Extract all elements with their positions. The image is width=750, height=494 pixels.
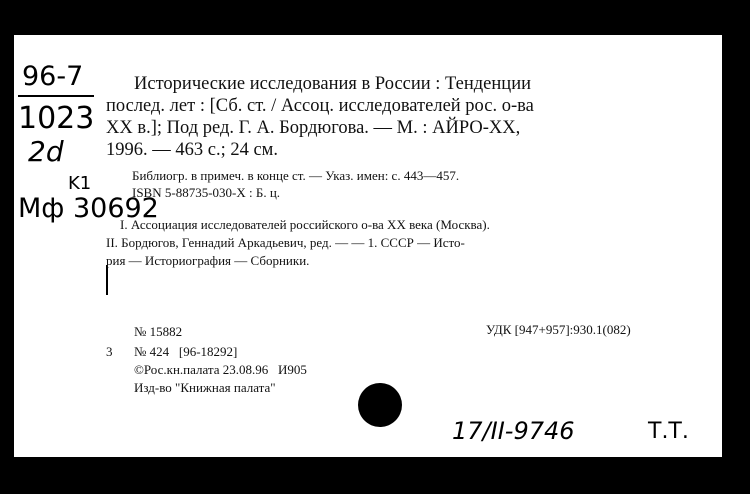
handwritten-underline: [18, 95, 94, 97]
publisher: Изд-во "Книжная палата": [134, 380, 276, 395]
title-line-1: Исторические исследования в России : Тенденции: [134, 74, 531, 94]
punch-hole: [358, 383, 402, 427]
subject-line-2: II. Бордюгов, Геннадий Аркадьевич, ред. — — 1. СССР — Исто-: [106, 235, 465, 250]
subject-line-1: I. Ассоциация исследователей российского о-ва XX века (Москва).: [120, 217, 490, 232]
order-prefix: 3: [106, 344, 113, 359]
catalog-card: [14, 35, 722, 457]
handwritten-bottom-number: 17/II-9746: [452, 417, 575, 445]
title-line-4: 1996. — 463 с.; 24 см.: [106, 140, 279, 160]
handwritten-shelfmark-a: 96-7: [22, 61, 84, 92]
order-number: № 424 [96-18292]: [134, 344, 238, 359]
udk-code: УДК [947+957]:930.1(082): [486, 322, 631, 337]
notes-line-1: Библиогр. в примеч. в конце ст. — Указ. имен: с. 443—457.: [132, 168, 460, 183]
handwritten-shelfmark-b: 1023: [18, 101, 95, 136]
handwritten-inventory-number: Мф 30692: [18, 193, 159, 224]
handwritten-mark-k1: K1: [68, 173, 92, 194]
handwritten-initials: Т.Т.: [648, 419, 689, 444]
book-chamber: ©Рос.кн.палата 23.08.96 И905: [134, 362, 307, 377]
vertical-rule: [106, 265, 108, 295]
handwritten-shelfmark-c: 2d: [28, 135, 64, 168]
notes-line-2: ISBN 5-88735-030-X : Б. ц.: [132, 185, 281, 200]
title-line-3: XX в.]; Под ред. Г. А. Бордюгова. — М. : АЙРО-ХХ,: [106, 118, 521, 138]
title-line-2: послед. лет : [Сб. ст. / Ассоц. исследователей рос. о-ва: [106, 96, 534, 116]
subject-line-3: рия — Историография — Сборники.: [106, 253, 310, 268]
card-number: № 15882: [134, 324, 183, 339]
